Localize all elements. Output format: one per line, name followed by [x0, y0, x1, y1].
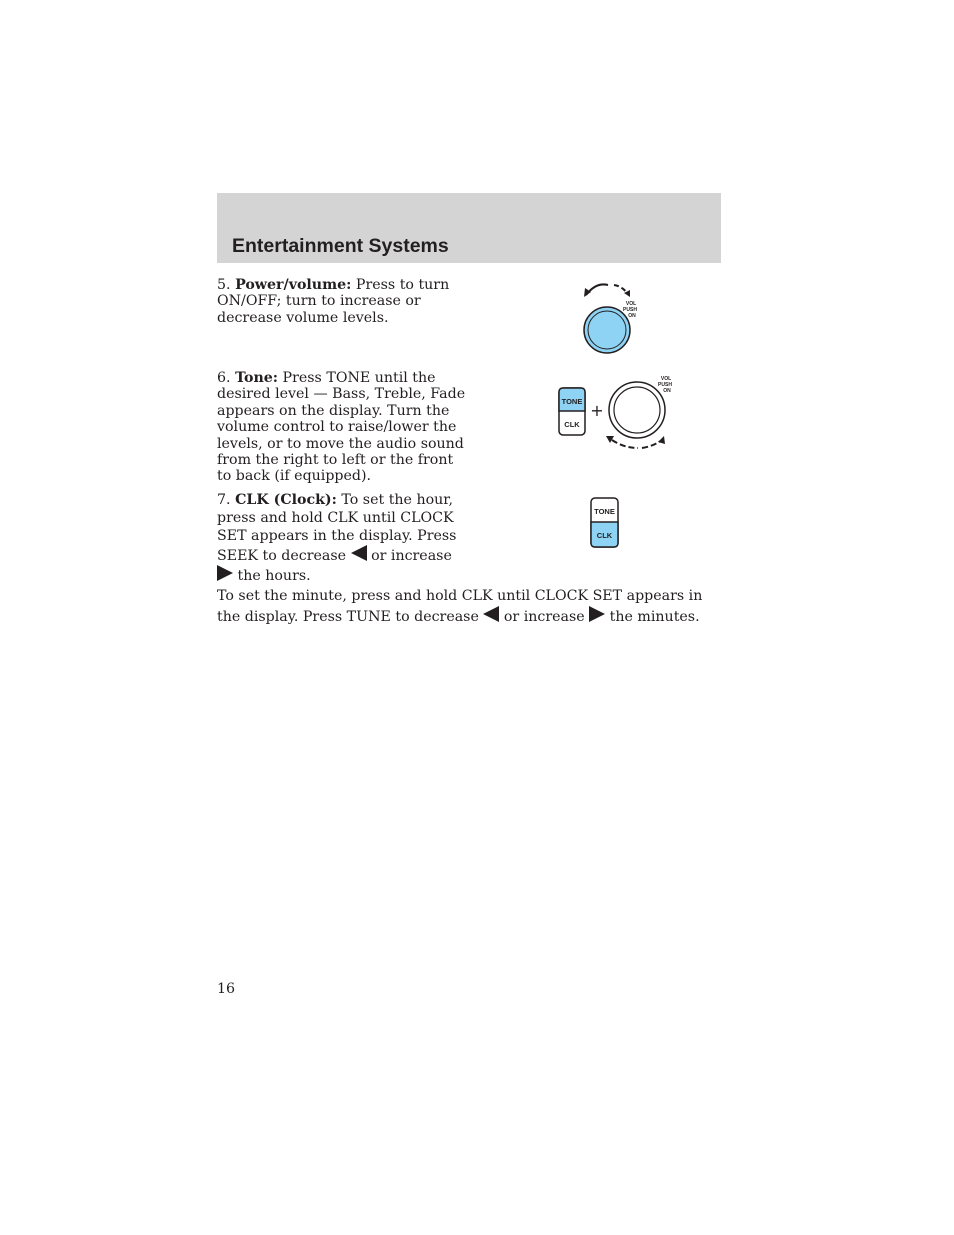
- item-tone: 6. Tone: Press TONE until the desired level — Bass, Treble, Fade appears on the display. Turn the volume control to raise/lower the levels, or to move the audio sound from the right to left or the front to back (if equipped).: [217, 370, 466, 485]
- tune-increase-icon: [589, 606, 605, 622]
- clk-label: CLK: [564, 420, 580, 429]
- seek-increase-icon: [217, 565, 233, 581]
- item-term: Tone:: [235, 370, 279, 386]
- item-term: Power/volume:: [235, 277, 352, 293]
- svg-text:PUSH: PUSH: [658, 382, 672, 388]
- section-title: Entertainment Systems: [232, 235, 449, 257]
- on-label: ON: [628, 313, 636, 319]
- seek-decrease-icon: [351, 545, 367, 561]
- svg-text:ON: ON: [663, 388, 671, 394]
- tone-label: TONE: [594, 507, 615, 516]
- power-volume-knob-figure: [572, 278, 644, 360]
- minute-set-paragraph: To set the minute, press and hold CLK until CLOCK SET appears in the display. Press TUNE to decrease or increase the minutes.: [217, 588, 703, 625]
- section-header-band: [217, 193, 721, 263]
- rotate-left-arrow-icon: [612, 440, 638, 448]
- volume-knob-icon: [609, 382, 665, 438]
- svg-text:VOL: VOL: [660, 376, 672, 382]
- item-clock: 7. CLK (Clock): To set the hour, press and hold CLK until CLOCK SET appears in the display. Press SEEK to decrease or increase the hours.: [217, 492, 457, 584]
- item-term: CLK (Clock):: [235, 492, 337, 508]
- tune-decrease-icon: [483, 606, 499, 622]
- page-number: 16: [217, 981, 236, 997]
- item-power-volume: 5. Power/volume: Press to turn ON/OFF; turn to increase or decrease volume levels.: [217, 277, 450, 326]
- plus-icon: +: [590, 401, 604, 420]
- volume-knob-icon: [584, 307, 630, 353]
- push-label: PUSH: [623, 307, 637, 313]
- clk-button-figure: [588, 495, 622, 551]
- tone-label: TONE: [561, 397, 583, 406]
- rotate-left-arrow-icon: [586, 284, 608, 295]
- vol-label: VOL: [625, 301, 637, 307]
- clk-label: CLK: [596, 531, 613, 540]
- tone-adjust-figure: [556, 370, 680, 452]
